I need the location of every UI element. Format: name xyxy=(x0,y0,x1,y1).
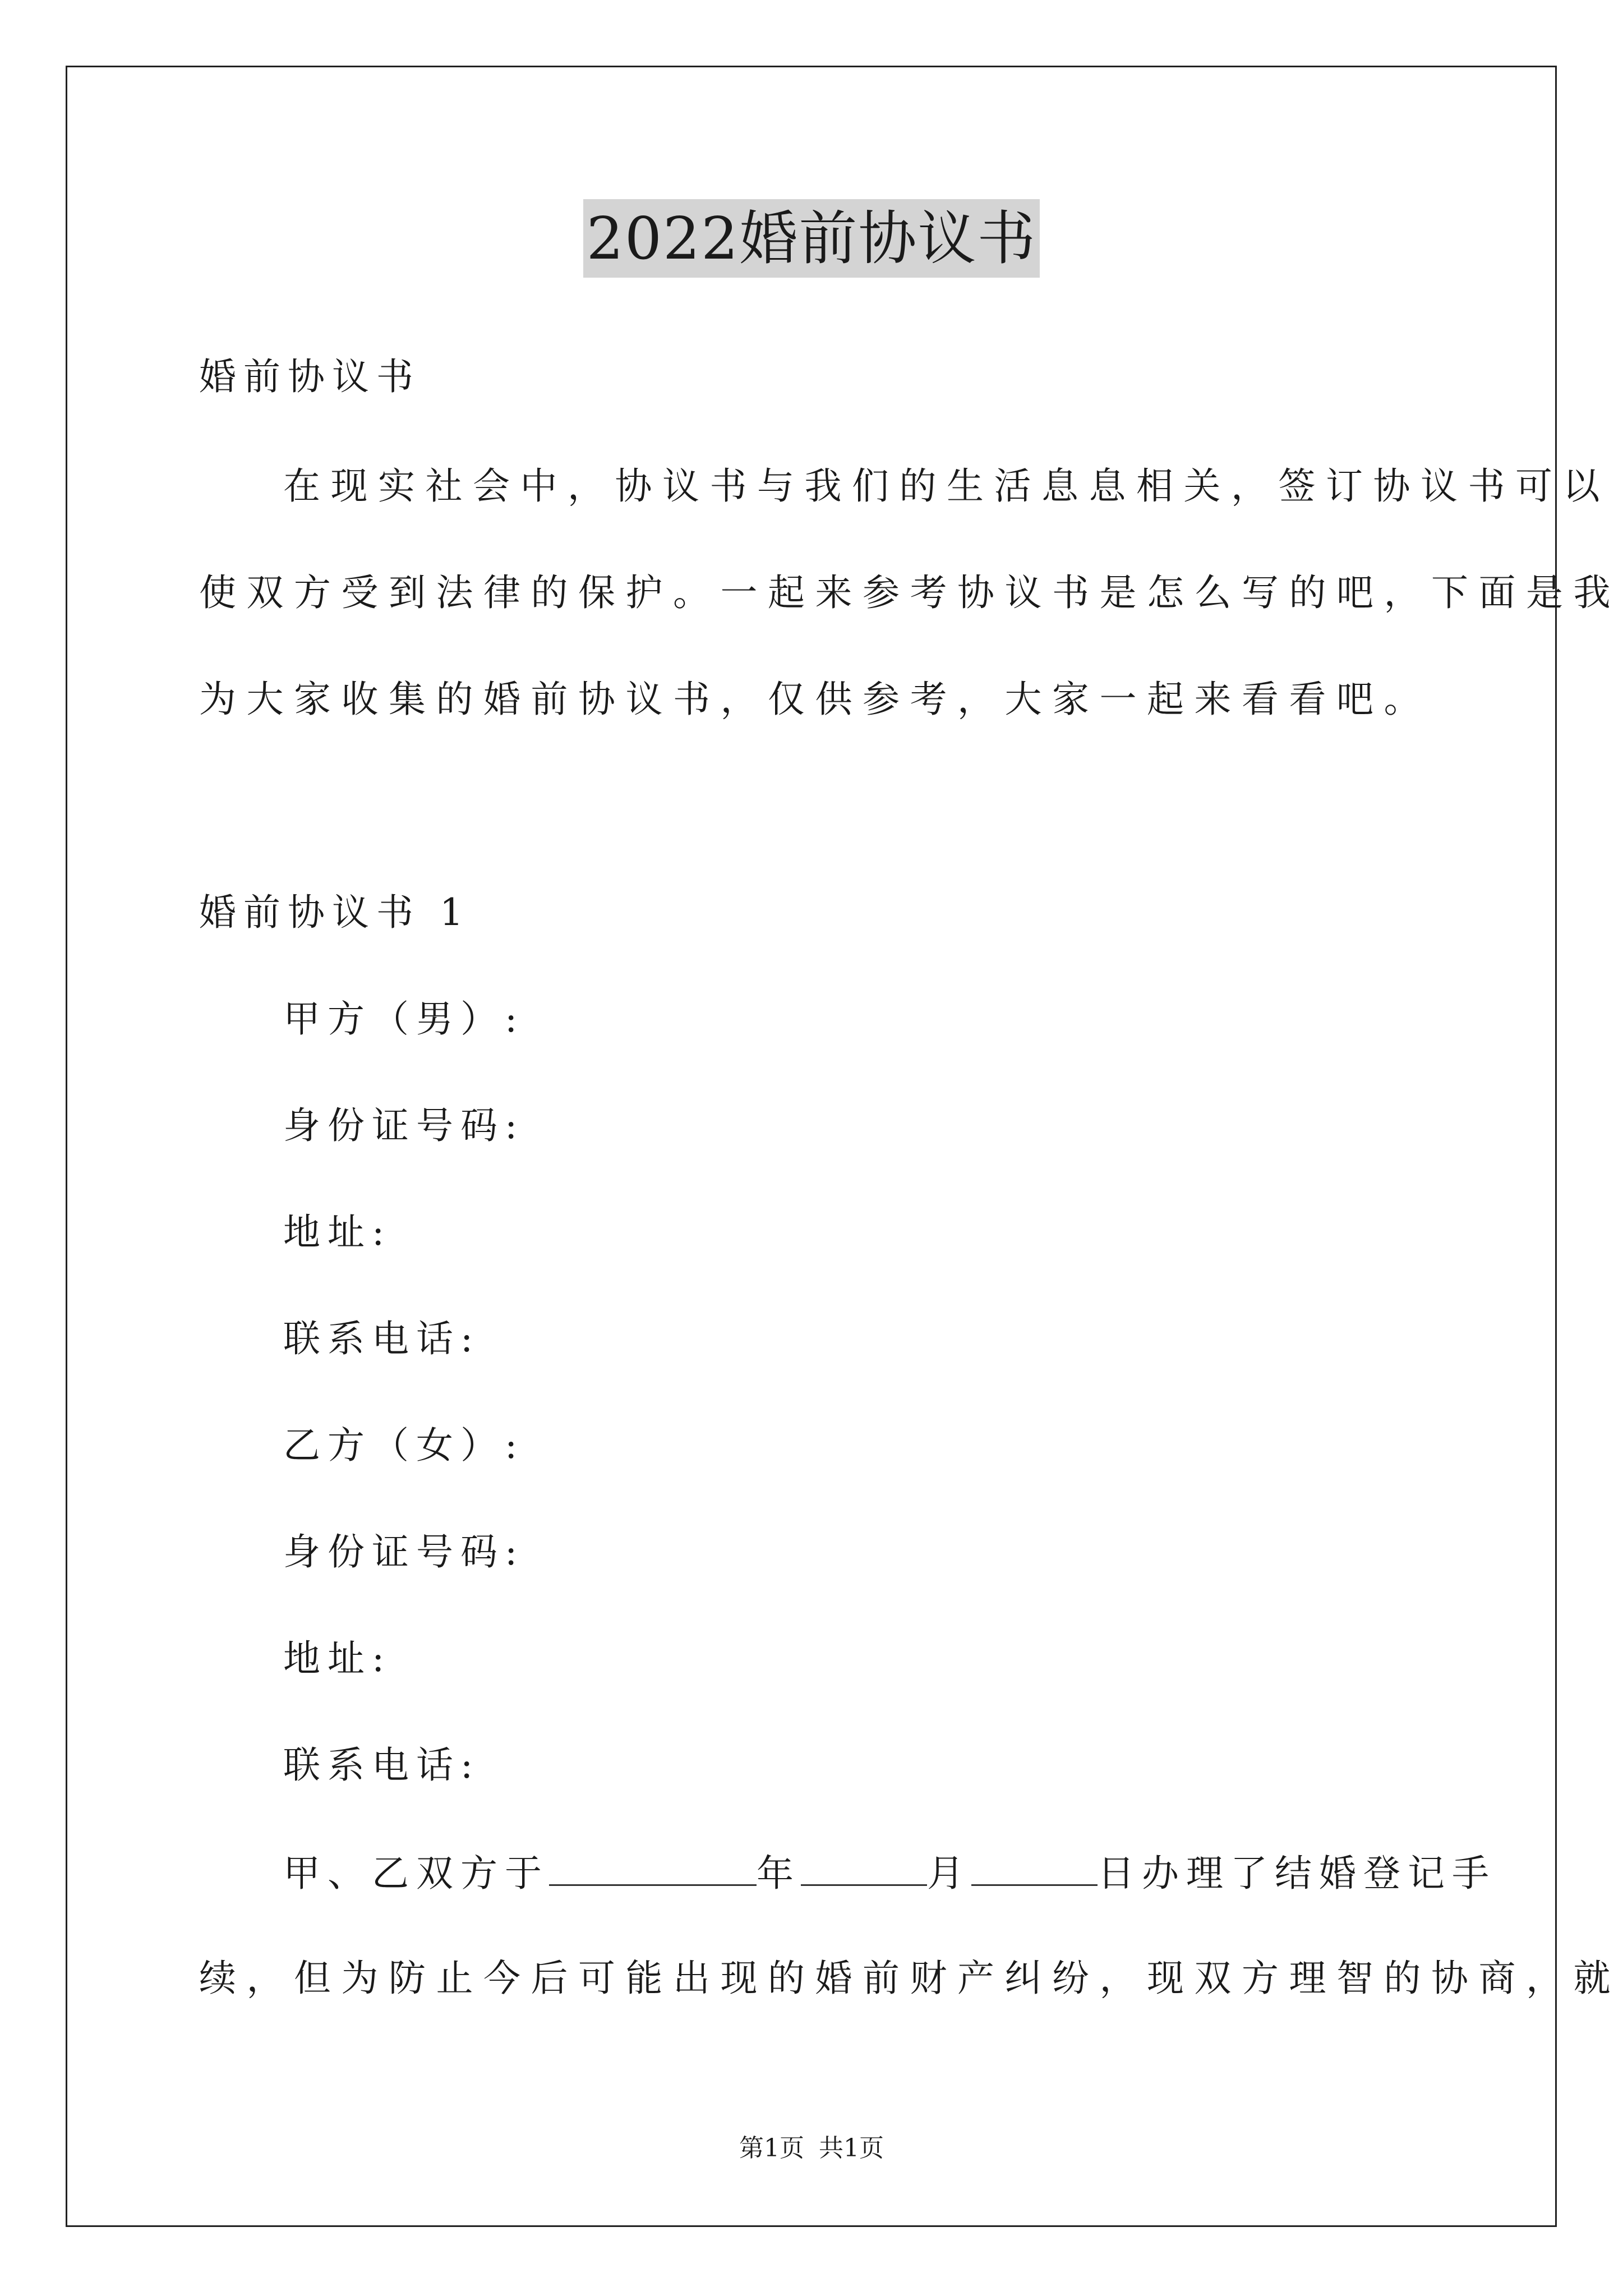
party-b-phone-label: 联系电话: xyxy=(283,1743,481,1787)
page-total: 共1页 xyxy=(819,2134,884,2162)
party-a-phone-label: 联系电话: xyxy=(283,1317,481,1360)
intro-line-3: 为大家收集的婚前协议书，仅供参考，大家一起来看看吧。 xyxy=(199,678,1431,721)
agreement-year: 年 xyxy=(757,1852,801,1895)
document-heading: 婚前协议书 xyxy=(199,355,421,398)
party-b-label: 乙方（女）: xyxy=(283,1424,525,1467)
document-title: 2022婚前协议书 xyxy=(583,199,1040,278)
section-heading: 婚前协议书 1 xyxy=(199,891,471,934)
party-a-label: 甲方（男）: xyxy=(283,997,525,1041)
party-a-address-label: 地址: xyxy=(283,1211,392,1254)
page-footer xyxy=(0,2132,1623,2165)
year-blank xyxy=(549,1849,757,1886)
agreement-month: 月 xyxy=(927,1852,971,1895)
day-blank xyxy=(971,1849,1098,1886)
party-a-id-label: 身份证号码: xyxy=(283,1104,525,1147)
agreement-part1: 甲、乙双方于 xyxy=(283,1852,549,1895)
intro-line-2: 使双方受到法律的保护。一起来参考协议书是怎么写的吧，下面是我 xyxy=(199,571,1621,614)
title-container xyxy=(0,199,1623,278)
party-b-address-label: 地址: xyxy=(283,1637,392,1680)
month-blank xyxy=(801,1849,927,1886)
intro-line-1: 在现实社会中，协议书与我们的生活息息相关，签订协议书可以 xyxy=(283,464,1610,508)
page-number: 第1页 xyxy=(739,2134,804,2162)
agreement-day-rest: 日办理了结婚登记手 xyxy=(1098,1852,1496,1895)
agreement-line-2: 续，但为防止今后可能出现的婚前财产纠纷，现双方理智的协商，就 xyxy=(199,1957,1621,2000)
party-b-id-label: 身份证号码: xyxy=(283,1530,525,1573)
agreement-line-1 xyxy=(283,1849,1496,1896)
